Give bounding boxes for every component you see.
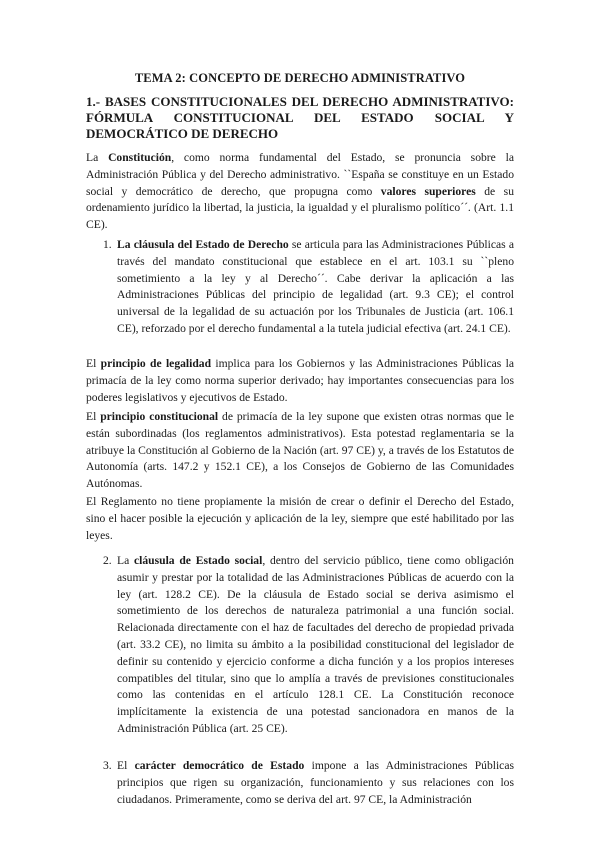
paragraph-principio-constitucional: El principio constitucional de primacía de la ley supone que existen otras normas que le están subordinadas (los reglamentos administrativos). Esta potestad reglamentaria se la atribuye la Constitución al Gobierno de la Nación (art. 97 CE) y, a través de los Estatutos de Autonomía (arts. 147.2 y 152.1 CE), a los Consejos de Gobierno de las Comunidades Autónomas.	[86, 410, 515, 491]
paragraph-principio-legalidad: El principio de legalidad implica para los Gobiernos y las Administraciones Públicas la primacía de la ley como norma superior derivado; hay importantes consecuencias para los poderes legislativos y ejecutivos de Estado.	[86, 357, 514, 404]
paragraph-reglamento: El Reglamento no tiene propiamente la misión de crear o definir el Derecho del Estado, sino el hacer posible la ejecución y aplicación de la ley, siempre que esté habilitado por las leyes.	[86, 495, 514, 542]
list-number-3: 3.	[103, 759, 112, 772]
list-item-estado-social: La cláusula de Estado social, dentro del servicio público, tiene como obligación asumir y prestar por la totalidad de las Administraciones Públicas de acuerdo con la ley (art. 128.2 CE). De la cláusula de Estado social se deriva asimismo el sometimiento de los derechos de naturaleza patrimonial a una función social. Relacionada directamente con el haz de facultades del derecho de propiedad privada (art. 33.2 CE), no limita su ámbito a la posibilidad constitucional del legislador de definir su contenido y ejercicio conforme a dicha función y a los propios intereses compatibles del titular, sino que lo amplía a través de previsiones constitucionales como las contenidas en el artículo 128.1 CE. La Constitución reconoce implícitamente la existencia de una potestad sancionadora en manos de la Administración Pública (art. 25 CE).	[117, 554, 514, 735]
list-item-caracter-democratico: El carácter democrático de Estado impone a las Administraciones Públicas principios que rigen su organización, funcionamiento y sus relaciones con los ciudadanos. Primeramente, como se deriva del art. 97 CE, la Administración	[117, 759, 514, 806]
list-number-1: 1.	[103, 238, 112, 251]
section-heading: 1.- BASES CONSTITUCIONALES DEL DERECHO ADMINISTRATIVO: FÓRMULA CONSTITUCIONAL DEL ESTADO SOCIAL Y DEMOCRÁTICO DE DERECHO	[86, 94, 514, 141]
list-item-estado-derecho: La cláusula del Estado de Derecho se articula para las Administraciones Públicas a través del mandato constitucional que establece en el art. 103.1 su ``pleno sometimiento a la ley y al Derecho´´. Cabe derivar la aplicación a las Administraciones Públicas del principio de legalidad (art. 9.3 CE); el control universal de la legalidad de su actuación por los Tribunales de Justicia (art. 106.1 CE), reforzado por el derecho fundamental a la tutela judicial efectiva (art. 24.1 CE).	[117, 238, 514, 335]
document-title: TEMA 2: CONCEPTO DE DERECHO ADMINISTRATIVO	[134, 71, 466, 85]
intro-paragraph: La Constitución, como norma fundamental del Estado, se pronuncia sobre la Administración Pública y del Derecho administrativo. ``España se constituye en un Estado social y democrático de derecho, que propugna como valores superiores de su ordenamiento jurídico la libertad, la justicia, la igualdad y el pluralismo político´´. (Art. 1.1 CE).	[86, 151, 514, 232]
list-number-2: 2.	[103, 554, 112, 567]
